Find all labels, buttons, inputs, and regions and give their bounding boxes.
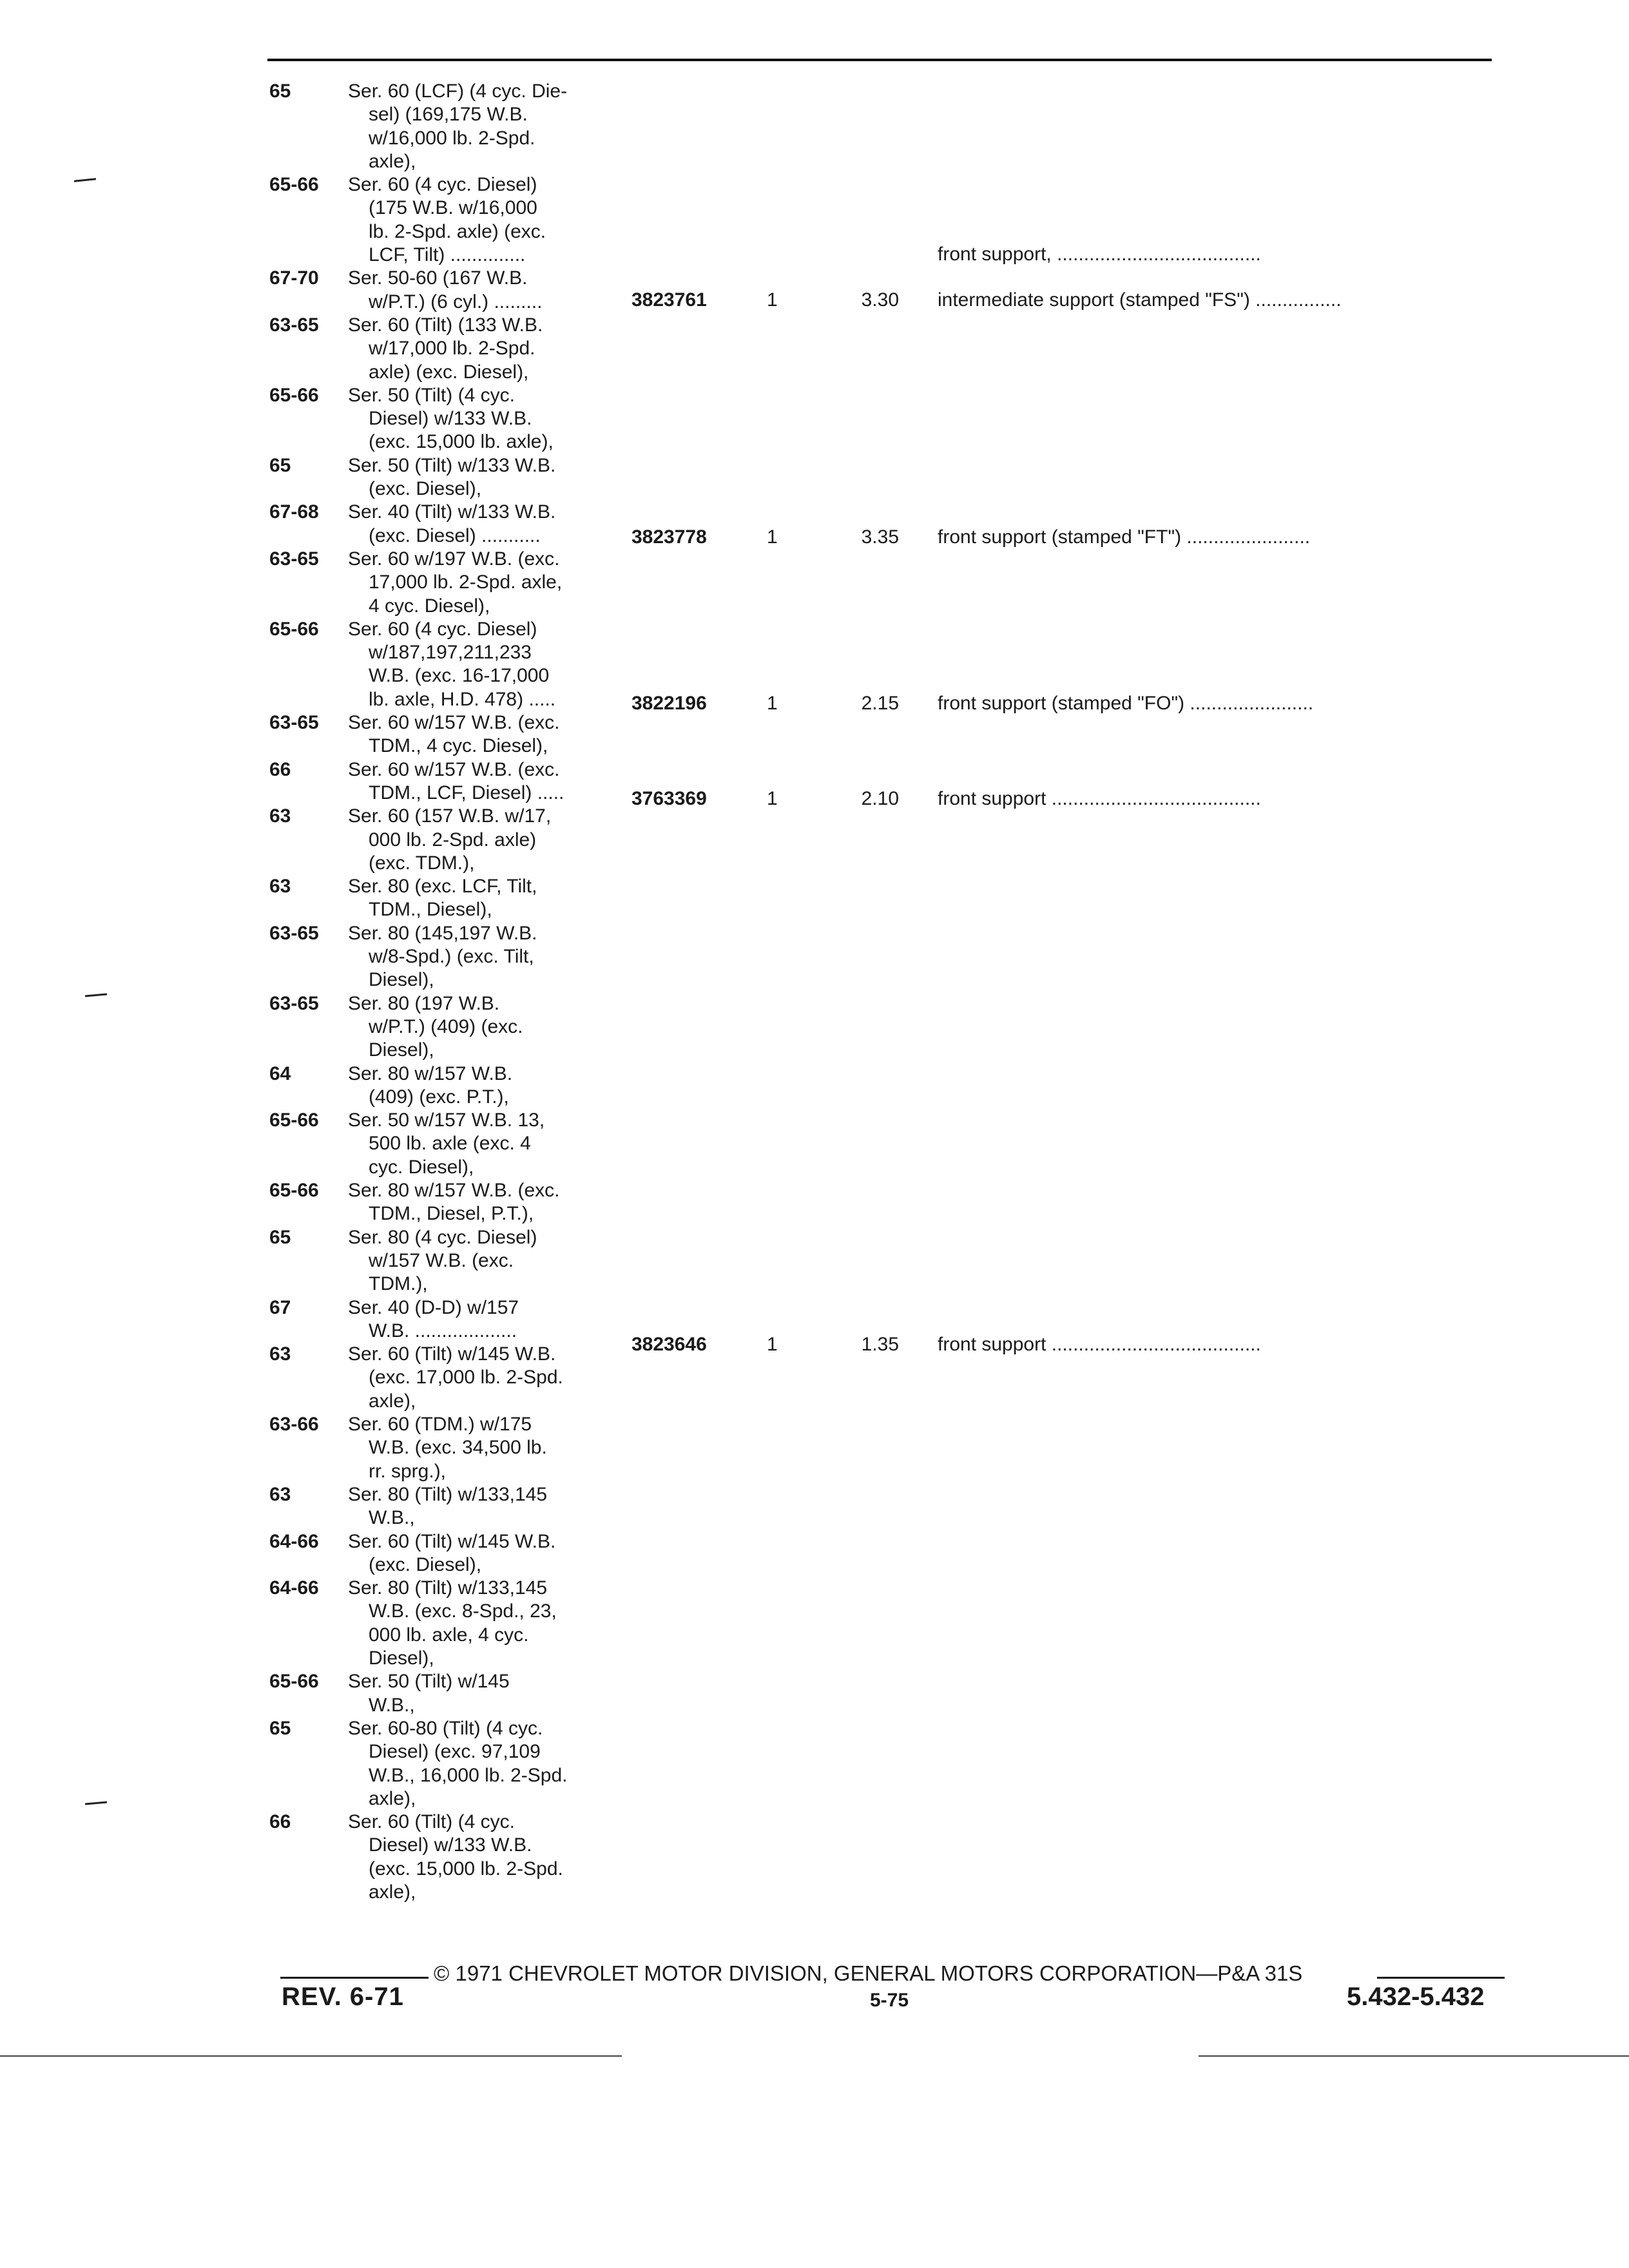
application-line: Diesel) w/133 W.B. <box>369 408 532 430</box>
application-line: W.B. (exc. 16-17,000 <box>369 665 550 687</box>
model-years: 64 <box>269 1062 291 1084</box>
application-line: Ser. 80 (Tilt) w/133,145 <box>348 1577 548 1599</box>
model-years: 63-65 <box>269 548 319 570</box>
application-line: lb. axle, H.D. 478) ..... <box>369 688 556 710</box>
copyright-right-rule <box>1377 1977 1505 1979</box>
part-number: 3823778 <box>631 526 707 548</box>
application-entry <box>0 1226 1629 1296</box>
application-line: Ser. 40 (Tilt) w/133 W.B. <box>348 501 556 523</box>
application-line: (175 W.B. w/16,000 <box>369 197 537 219</box>
application-text <box>348 1811 631 1904</box>
application-text <box>348 454 631 501</box>
application-line: w/187,197,211,233 <box>369 642 532 664</box>
application-line: Ser. 80 w/157 W.B. <box>348 1062 513 1084</box>
application-line: (exc. Diesel), <box>369 1553 482 1575</box>
application-text <box>348 1483 631 1530</box>
application-entry <box>0 1811 1629 1904</box>
part-number: 3823646 <box>631 1334 707 1355</box>
application-entry <box>0 454 1629 501</box>
top-rule <box>267 59 1492 61</box>
page-number: 5-75 <box>870 1990 909 2011</box>
model-years: 65-66 <box>269 1180 319 1202</box>
application-text <box>348 1226 631 1296</box>
model-years: 66 <box>269 758 291 780</box>
section-number: 5.432-5.432 <box>1347 1983 1485 2011</box>
application-line: axle) (exc. Diesel), <box>369 361 529 383</box>
application-line: Ser. 60 (LCF) (4 cyc. Die- <box>348 81 568 102</box>
part-quantity: 1 <box>767 526 778 548</box>
application-text <box>348 1717 631 1811</box>
application-text <box>348 267 631 314</box>
application-line: Ser. 80 (Tilt) w/133,145 <box>348 1484 548 1505</box>
model-years: 65-66 <box>269 174 319 196</box>
model-years: 63 <box>269 805 291 827</box>
application-entry <box>0 805 1629 875</box>
bottom-rule-left <box>0 2055 622 2057</box>
model-years: 65-66 <box>269 384 319 406</box>
part-number: 3822196 <box>631 693 707 714</box>
application-line: 4 cyc. Diesel), <box>369 595 490 617</box>
part-description: front support (stamped "FO") ....................... <box>938 693 1314 714</box>
application-entry <box>0 384 1629 454</box>
application-text <box>348 1179 631 1226</box>
application-line: Ser. 60 (157 W.B. w/17, <box>348 805 552 827</box>
application-entry <box>0 711 1629 758</box>
part-price: 3.35 <box>861 526 899 548</box>
application-line: Diesel), <box>369 969 434 991</box>
application-text <box>348 1577 631 1670</box>
copyright-left-rule <box>280 1977 429 1979</box>
application-entry <box>0 922 1629 992</box>
application-text <box>348 314 631 384</box>
application-line: Ser. 60 (Tilt) (4 cyc. <box>348 1811 515 1833</box>
part-row <box>631 289 1508 312</box>
application-line: Ser. 80 (exc. LCF, Tilt, <box>348 876 537 898</box>
model-years: 63 <box>269 1343 291 1365</box>
application-entry <box>0 1717 1629 1811</box>
application-entry <box>0 1483 1629 1530</box>
application-entry <box>0 80 1629 173</box>
application-line: Ser. 60 (Tilt) w/145 W.B. <box>348 1530 556 1552</box>
part-quantity: 1 <box>767 1334 778 1355</box>
application-line: Ser. 60-80 (Tilt) (4 cyc. <box>348 1718 543 1739</box>
application-text <box>348 805 631 875</box>
model-years: 67-70 <box>269 267 319 289</box>
application-line: Ser. 80 (197 W.B. <box>348 992 500 1014</box>
model-years: 65 <box>269 1226 291 1248</box>
application-line: Ser. 60 w/197 W.B. (exc. <box>348 548 560 570</box>
application-line: w/P.T.) (409) (exc. <box>369 1015 523 1037</box>
application-entry <box>0 875 1629 922</box>
application-line: W.B., <box>369 1507 415 1529</box>
model-years: 67-68 <box>269 501 319 523</box>
application-entry <box>0 992 1629 1062</box>
model-years: 63-65 <box>269 712 319 734</box>
application-text <box>348 1296 631 1343</box>
part-number: 3823761 <box>631 289 707 311</box>
application-line: lb. 2-Spd. axle) (exc. <box>369 220 546 242</box>
model-years: 65 <box>269 81 291 102</box>
application-line: TDM.), <box>369 1273 428 1295</box>
application-line: w/16,000 lb. 2-Spd. <box>369 127 535 149</box>
bottom-rule-right <box>1199 2055 1629 2057</box>
part-number: 3763369 <box>631 788 707 809</box>
application-line: TDM., Diesel, P.T.), <box>369 1203 534 1225</box>
application-line: w/157 W.B. (exc. <box>369 1249 514 1271</box>
model-years: 65 <box>269 454 291 476</box>
application-line: Ser. 60 (4 cyc. Diesel) <box>348 174 537 196</box>
application-text <box>348 1530 631 1577</box>
application-line: W.B. (exc. 34,500 lb. <box>369 1437 547 1459</box>
model-years: 63 <box>269 1484 291 1505</box>
application-line: axle), <box>369 1390 416 1412</box>
model-years: 63-65 <box>269 314 319 336</box>
application-line: TDM., Diesel), <box>369 899 492 921</box>
application-entry <box>0 1530 1629 1577</box>
application-text <box>348 711 631 758</box>
part-price: 2.15 <box>861 693 899 714</box>
copyright-text: © 1971 CHEVROLET MOTOR DIVISION, GENERAL MOTORS CORPORATION—P&A 31S <box>434 1961 1303 1985</box>
application-line: Ser. 60 (4 cyc. Diesel) <box>348 618 537 640</box>
application-line: (409) (exc. P.T.), <box>369 1086 509 1108</box>
application-line: Diesel) w/133 W.B. <box>369 1834 532 1856</box>
part-description: front support ....................................... <box>938 788 1261 809</box>
application-text <box>348 384 631 454</box>
model-years: 66 <box>269 1811 291 1833</box>
application-entry <box>0 314 1629 384</box>
application-line: (exc. 15,000 lb. 2-Spd. <box>369 1858 563 1879</box>
model-years: 67 <box>269 1296 291 1318</box>
revision-label: REV. 6-71 <box>282 1983 404 2011</box>
application-line: w/8-Spd.) (exc. Tilt, <box>369 946 534 968</box>
model-years: 65 <box>269 1718 291 1739</box>
application-line: Ser. 50 w/157 W.B. 13, <box>348 1110 545 1131</box>
application-line: 000 lb. axle, 4 cyc. <box>369 1624 529 1646</box>
application-line: TDM., LCF, Diesel) ..... <box>369 782 564 803</box>
application-text <box>348 1062 631 1110</box>
application-text <box>348 501 631 548</box>
part-row <box>631 692 1508 716</box>
application-text <box>348 922 631 992</box>
model-years: 65-66 <box>269 1110 319 1131</box>
application-line: rr. sprg.), <box>369 1460 447 1482</box>
application-text <box>348 80 631 173</box>
application-text <box>348 1670 631 1717</box>
application-line: Diesel) (exc. 97,109 <box>369 1741 541 1763</box>
application-line: axle), <box>369 150 416 172</box>
application-line: Ser. 60 (Tilt) w/145 W.B. <box>348 1343 556 1365</box>
application-line: Ser. 60 w/157 W.B. (exc. <box>348 758 560 780</box>
application-line: TDM., 4 cyc. Diesel), <box>369 735 548 757</box>
application-line: Ser. 50 (Tilt) w/145 <box>348 1671 510 1693</box>
application-line: LCF, Tilt) .............. <box>369 244 526 266</box>
application-line: Ser. 80 (4 cyc. Diesel) <box>348 1226 537 1248</box>
part-description: front support (stamped "FT") ....................... <box>938 526 1311 548</box>
part-price: 2.10 <box>861 788 899 809</box>
application-line: 000 lb. 2-Spd. axle) <box>369 829 537 850</box>
application-line: W.B., <box>369 1694 415 1716</box>
application-line: W.B., 16,000 lb. 2-Spd. <box>369 1764 568 1786</box>
part-quantity: 1 <box>767 289 778 311</box>
application-line: 17,000 lb. 2-Spd. axle, <box>369 572 563 593</box>
application-line: Diesel), <box>369 1648 434 1669</box>
application-line: Ser. 60 w/157 W.B. (exc. <box>348 712 560 734</box>
application-text <box>348 758 631 805</box>
application-text <box>348 992 631 1062</box>
application-line: w/17,000 lb. 2-Spd. <box>369 338 535 360</box>
model-years: 63 <box>269 876 291 898</box>
application-line: (exc. Diesel), <box>369 478 482 500</box>
application-line: Ser. 80 (145,197 W.B. <box>348 922 537 944</box>
part-description: front support, ...................................... <box>938 244 1261 265</box>
part-description: front support ....................................... <box>938 1334 1261 1355</box>
application-line: Diesel), <box>369 1039 434 1061</box>
application-line: cyc. Diesel), <box>369 1156 474 1178</box>
application-line: axle), <box>369 1787 416 1809</box>
application-line: W.B. (exc. 8-Spd., 23, <box>369 1600 557 1622</box>
application-text <box>348 1109 631 1179</box>
part-price: 3.30 <box>861 289 899 311</box>
application-text <box>348 548 631 618</box>
application-line: Ser. 80 w/157 W.B. (exc. <box>348 1180 560 1202</box>
model-years: 64-66 <box>269 1577 319 1599</box>
model-years: 64-66 <box>269 1530 319 1552</box>
application-entry <box>0 1577 1629 1670</box>
application-line: Ser. 50 (Tilt) w/133 W.B. <box>348 454 556 476</box>
application-entry <box>0 1062 1629 1110</box>
part-quantity: 1 <box>767 693 778 714</box>
part-row <box>631 526 1508 550</box>
part-description: intermediate support (stamped "FS") ................ <box>938 289 1342 311</box>
application-line: (exc. TDM.), <box>369 852 475 874</box>
model-years: 63-66 <box>269 1414 319 1436</box>
application-entry <box>0 1109 1629 1179</box>
application-text <box>348 875 631 922</box>
part-price: 1.35 <box>861 1334 899 1355</box>
application-line: (exc. 15,000 lb. axle), <box>369 431 554 453</box>
application-entry <box>0 548 1629 618</box>
application-line: (exc. Diesel) ........... <box>369 524 541 546</box>
application-text <box>348 1413 631 1483</box>
copyright-line <box>280 1961 1505 1989</box>
part-row <box>631 787 1508 811</box>
model-years: 65-66 <box>269 1671 319 1693</box>
part-quantity: 1 <box>767 788 778 809</box>
model-years: 65-66 <box>269 618 319 640</box>
application-line: sel) (169,175 W.B. <box>369 104 528 126</box>
application-line: (exc. 17,000 lb. 2-Spd. <box>369 1367 563 1389</box>
application-text <box>348 618 631 711</box>
application-line: w/P.T.) (6 cyl.) ......... <box>369 291 543 312</box>
application-line: Ser. 50 (Tilt) (4 cyc. <box>348 384 515 406</box>
part-row <box>631 1333 1508 1357</box>
application-entry <box>0 1413 1629 1483</box>
application-line: Ser. 60 (Tilt) (133 W.B. <box>348 314 543 336</box>
application-line: W.B. ................... <box>369 1320 517 1341</box>
model-years: 63-65 <box>269 922 319 944</box>
application-entry <box>0 1179 1629 1226</box>
application-line: Ser. 50-60 (167 W.B. <box>348 267 528 289</box>
application-line: Ser. 60 (TDM.) w/175 <box>348 1414 532 1436</box>
application-text <box>348 173 631 267</box>
application-line: 500 lb. axle (exc. 4 <box>369 1133 531 1155</box>
application-text <box>348 1343 631 1413</box>
application-entry <box>0 1670 1629 1717</box>
application-line: Ser. 40 (D-D) w/157 <box>348 1296 519 1318</box>
model-years: 63-65 <box>269 992 319 1014</box>
application-line: axle), <box>369 1881 416 1903</box>
